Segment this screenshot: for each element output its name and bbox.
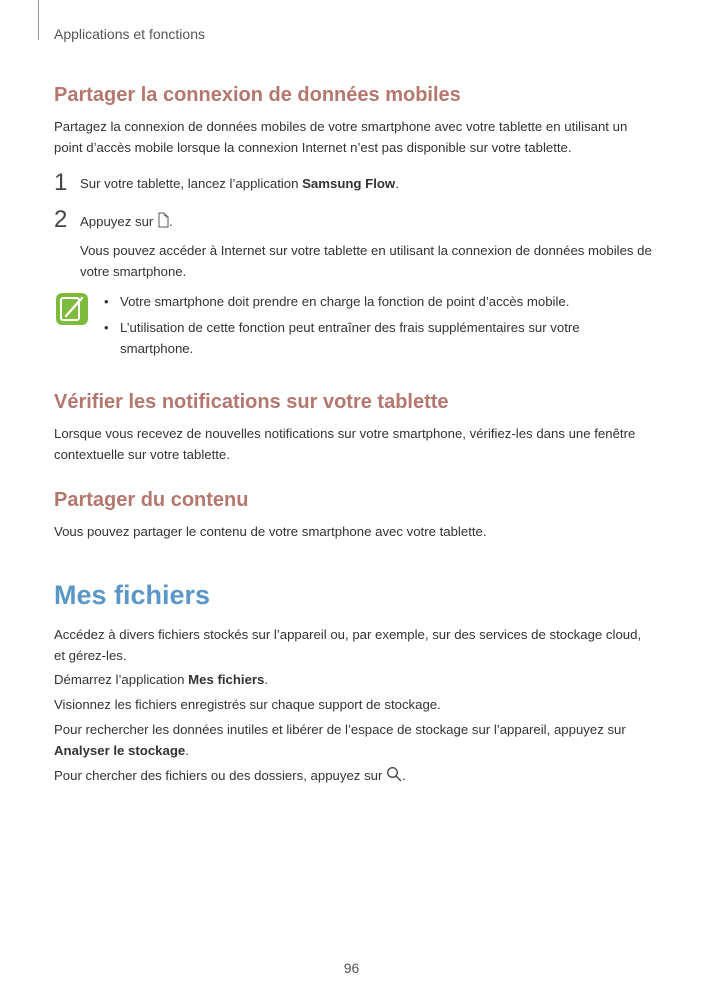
section-title-notifications: Vérifier les notifications sur votre tablette bbox=[54, 391, 449, 413]
step-number: 1 bbox=[54, 169, 68, 196]
note-item: Votre smartphone doit prendre en charge la fonction de point d’accès mobile. bbox=[120, 294, 570, 309]
share-connection-intro: Partagez la connexion de données mobiles de votre smartphone avec votre tablette en utilisant un point d’accès mobile lorsque la connexion Internet n’est pas disponible sur votre tablette. bbox=[54, 119, 628, 155]
my-files-launch: Démarrez l’application Mes fichiers. bbox=[54, 672, 269, 687]
step-2-detail: Vous pouvez accéder à Internet sur votre tablette en utilisant la connexion de données mobiles de votre smartphone. bbox=[80, 243, 652, 279]
section-title-share-content: Partager du contenu bbox=[54, 489, 249, 511]
mobile-hotspot-icon bbox=[157, 212, 169, 234]
section-title-my-files: Mes fichiers bbox=[54, 580, 211, 610]
note-icon bbox=[55, 292, 89, 326]
my-files-analyse: Pour rechercher les données inutiles et libérer de l’espace de stockage sur l’appareil, appuyez sur Analyser le stockage. bbox=[54, 722, 626, 758]
share-content-text: Vous pouvez partager le contenu de votre smartphone avec votre tablette. bbox=[54, 524, 487, 539]
chapter-header: Applications et fonctions bbox=[54, 26, 205, 42]
notifications-text: Lorsque vous recevez de nouvelles notifications sur votre smartphone, vérifiez-les dans une fenêtre contextuelle sur votre tablette. bbox=[54, 426, 636, 462]
section-title-share-connection: Partager la connexion de données mobiles bbox=[54, 84, 461, 106]
my-files-search: Pour chercher des fichiers ou des dossiers, appuyez sur . bbox=[54, 765, 654, 788]
bullet: • bbox=[104, 294, 109, 309]
bullet: • bbox=[104, 320, 109, 335]
note-item: L’utilisation de cette fonction peut entraîner des frais supplémentaires sur votre smartphone. bbox=[120, 320, 580, 356]
step-number: 2 bbox=[54, 206, 68, 233]
header-rule bbox=[38, 0, 39, 40]
step-1-text: Sur votre tablette, lancez l’application Samsung Flow. bbox=[80, 176, 399, 191]
my-files-view: Visionnez les fichiers enregistrés sur chaque support de stockage. bbox=[54, 697, 441, 712]
step-2-text: Appuyez sur . bbox=[80, 211, 660, 234]
my-files-intro: Accédez à divers fichiers stockés sur l’appareil ou, par exemple, sur des services de stockage cloud, et gérez-les. bbox=[54, 627, 642, 663]
search-icon bbox=[386, 766, 402, 788]
page-number: 96 bbox=[343, 960, 360, 976]
